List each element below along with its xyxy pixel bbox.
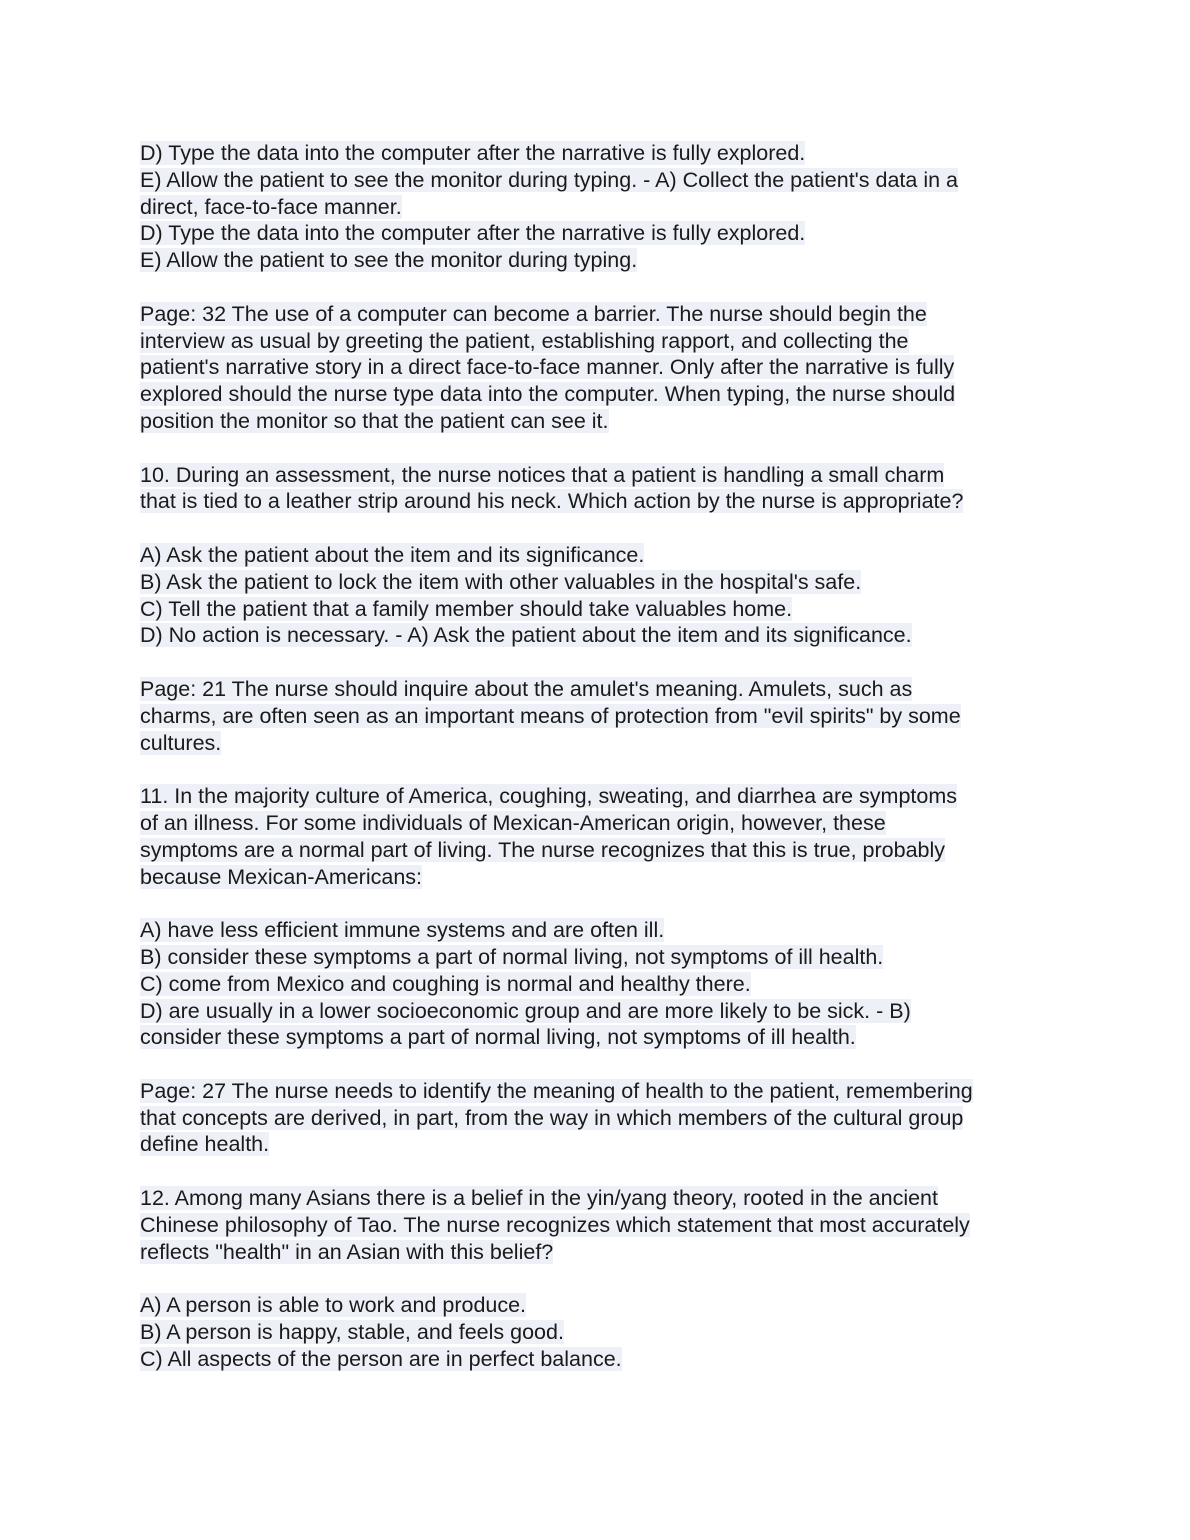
text-line-content: C) come from Mexico and coughing is normal and healthy there. (140, 971, 751, 996)
text-line (140, 837, 1060, 864)
text-line-content: D) are usually in a lower socioeconomic group and are more likely to be sick. - B) (140, 998, 911, 1023)
text-line-content: A) have less efficient immune systems and are often ill. (140, 918, 665, 943)
text-line (140, 569, 1060, 596)
text-line (140, 944, 1060, 971)
paragraph-gap (140, 1265, 1060, 1292)
paragraph (140, 140, 1060, 274)
text-line-content: B) consider these symptoms a part of normal living, not symptoms of ill health. (140, 944, 884, 969)
text-line-content: 10. During an assessment, the nurse notices that a patient is handling a small charm (140, 462, 945, 487)
text-line-content: B) Ask the patient to lock the item with other valuables in the hospital's safe. (140, 569, 862, 594)
text-line (140, 971, 1060, 998)
text-line-content: 12. Among many Asians there is a belief in the yin/yang theory, rooted in the ancient (140, 1186, 938, 1211)
text-line-content: charms, are often seen as an important means of protection from "evil spirits" by some (140, 703, 961, 728)
text-line (140, 488, 1060, 515)
text-line (140, 140, 1060, 167)
paragraph-gap (140, 515, 1060, 542)
text-line (140, 220, 1060, 247)
document-content (140, 140, 1060, 1373)
text-line (140, 542, 1060, 569)
text-line-content: reflects "health" in an Asian with this belief? (140, 1239, 554, 1264)
text-line-content: that is tied to a leather strip around his neck. Which action by the nurse is appropriate? (140, 489, 964, 514)
text-line-content: cultures. (140, 730, 222, 755)
text-line (140, 328, 1060, 355)
text-line-content: Chinese philosophy of Tao. The nurse recognizes which statement that most accurately (140, 1212, 970, 1237)
paragraph-gap (140, 649, 1060, 676)
text-line (140, 1212, 1060, 1239)
paragraph (140, 917, 1060, 1051)
text-line (140, 1346, 1060, 1373)
text-line (140, 703, 1060, 730)
text-line (140, 1078, 1060, 1105)
text-line-content: that concepts are derived, in part, from the way in which members of the cultural group (140, 1105, 964, 1130)
text-line-content: A) Ask the patient about the item and its significance. (140, 542, 645, 567)
text-line (140, 998, 1060, 1025)
paragraph (140, 1292, 1060, 1372)
text-line-content: Page: 32 The use of a computer can become a barrier. The nurse should begin the (140, 301, 927, 326)
text-line-content: consider these symptoms a part of normal living, not symptoms of ill health. (140, 1025, 856, 1050)
text-line (140, 1105, 1060, 1132)
text-line-content: D) Type the data into the computer after the narrative is fully explored. (140, 141, 806, 165)
text-line (140, 864, 1060, 891)
text-line-content: D) No action is necessary. - A) Ask the patient about the item and its significance. (140, 623, 912, 648)
text-line-content: symptoms are a normal part of living. The nurse recognizes that this is true, probably (140, 837, 946, 862)
paragraph (140, 462, 1060, 516)
paragraph-gap (140, 756, 1060, 783)
paragraph (140, 676, 1060, 756)
text-line-content: define health. (140, 1132, 270, 1157)
text-line (140, 381, 1060, 408)
text-line-content: direct, face-to-face manner. (140, 194, 402, 219)
text-line (140, 730, 1060, 757)
text-line (140, 810, 1060, 837)
text-line (140, 1131, 1060, 1158)
text-line-content: position the monitor so that the patient can see it. (140, 408, 609, 433)
text-line (140, 1239, 1060, 1266)
text-line (140, 408, 1060, 435)
text-line-content: D) Type the data into the computer after the narrative is fully explored. (140, 221, 806, 246)
text-line (140, 354, 1060, 381)
paragraph-gap (140, 274, 1060, 301)
text-line (140, 783, 1060, 810)
text-line-content: B) A person is happy, stable, and feels good. (140, 1320, 564, 1345)
text-line (140, 194, 1060, 221)
text-line-content: C) All aspects of the person are in perfect balance. (140, 1346, 622, 1371)
paragraph-gap (140, 1051, 1060, 1078)
text-line-content: interview as usual by greeting the patient, establishing rapport, and collecting the (140, 328, 909, 353)
text-line-content: E) Allow the patient to see the monitor during typing. - A) Collect the patient's data in a (140, 167, 958, 192)
text-line (140, 1185, 1060, 1212)
text-line-content: C) Tell the patient that a family member should take valuables home. (140, 596, 793, 621)
text-line (140, 596, 1060, 623)
text-line-content: of an illness. For some individuals of Mexican-American origin, however, these (140, 810, 886, 835)
text-line (140, 1319, 1060, 1346)
paragraph-gap (140, 435, 1060, 462)
text-line (140, 247, 1060, 274)
paragraph-gap (140, 890, 1060, 917)
text-line (140, 1292, 1060, 1319)
text-line-content: because Mexican-Americans: (140, 864, 423, 889)
text-line-content: patient's narrative story in a direct face-to-face manner. Only after the narrative is fully (140, 355, 955, 380)
text-line (140, 462, 1060, 489)
paragraph (140, 783, 1060, 890)
paragraph-gap (140, 1158, 1060, 1185)
text-line-content: Page: 27 The nurse needs to identify the meaning of health to the patient, remembering (140, 1078, 973, 1103)
paragraph (140, 542, 1060, 649)
text-line-content: A) A person is able to work and produce. (140, 1293, 527, 1318)
text-line (140, 917, 1060, 944)
paragraph (140, 1078, 1060, 1158)
text-line (140, 676, 1060, 703)
text-line-content: Page: 21 The nurse should inquire about the amulet's meaning. Amulets, such as (140, 676, 913, 701)
text-line (140, 1024, 1060, 1051)
text-line (140, 301, 1060, 328)
paragraph (140, 301, 1060, 435)
text-line-content: explored should the nurse type data into the computer. When typing, the nurse should (140, 382, 956, 407)
text-line-content: E) Allow the patient to see the monitor during typing. (140, 248, 638, 273)
text-line (140, 167, 1060, 194)
text-line-content: 11. In the majority culture of America, coughing, sweating, and diarrhea are symptoms (140, 784, 958, 809)
text-line (140, 622, 1060, 649)
paragraph (140, 1185, 1060, 1265)
